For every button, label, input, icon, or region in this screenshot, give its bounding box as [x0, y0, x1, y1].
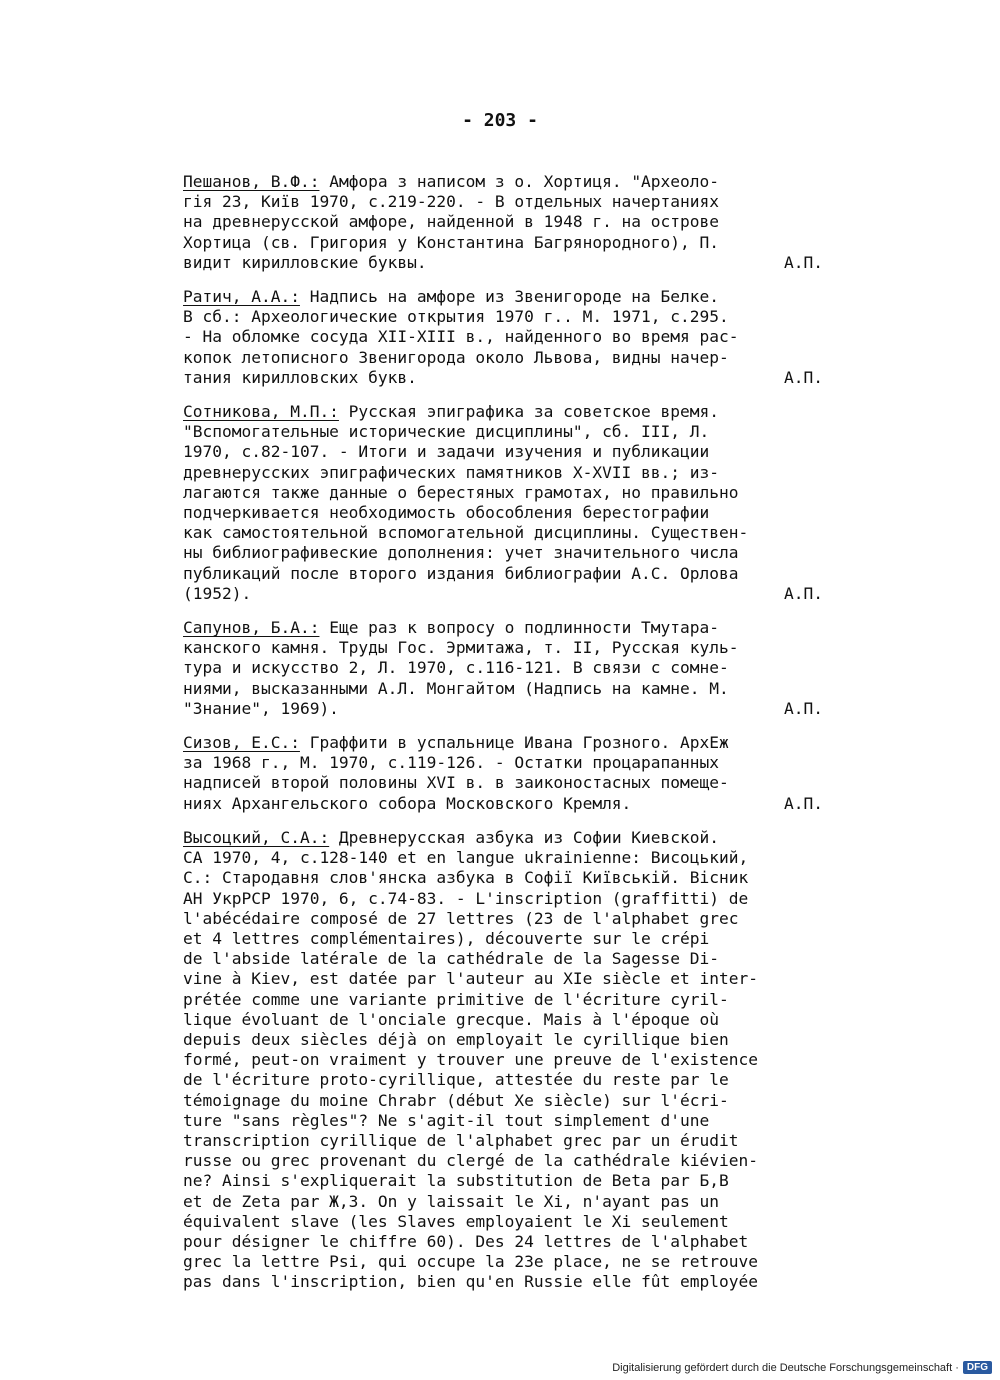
entry-initials: А.П. [784, 698, 823, 718]
bibliography-entry [183, 287, 863, 388]
bibliography-entry [183, 618, 863, 719]
entry-author: Сизов, Е.С.: [183, 733, 300, 753]
entry-initials: А.П. [784, 367, 823, 387]
page-number: - 203 - [462, 110, 538, 131]
entry-text: Амфора з написом з о. Хортиця. "Археоло- гія 23, Київ 1970, с.219-220. - В отдельных начертаниях на древнерусской амфоре, найденной в 1948 г. на острове Хортица (св. Григория у Константина Багрянородного), П. видит кирилловские буквы. [183, 172, 720, 272]
entry-author: Сотникова, М.П.: [183, 402, 339, 422]
entry-author: Ратич, А.А.: [183, 287, 300, 307]
bibliography-entry [183, 402, 863, 604]
bibliography-entry [183, 172, 863, 273]
entry-author: Высоцкий, С.А.: [183, 827, 330, 847]
entry-initials: А.П. [784, 252, 823, 272]
bibliography-entries [183, 172, 863, 1307]
entry-text: Надпись на амфоре из Звенигороде на Белке. В сб.: Археологические открытия 1970 г.. М. 1971, с.295. - На обломке сосуда XII-XIII в., найденного во время рас- копок летописного Звенигорода около Львова, видны начер- тания кирилловских букв. [183, 287, 739, 387]
entry-text: Граффити в успальнице Ивана Грозного. АрхЕж за 1968 г., М. 1970, с.119-126. - Остатки процарапанных надписей второй половины XVI в. в заиконостасных помеще- ниях Архангельского собора Московского Кремля. [183, 733, 729, 813]
entry-initials: А.П. [784, 793, 823, 813]
bibliography-entry [183, 733, 863, 814]
bibliography-entry [183, 828, 863, 1293]
dfg-logo: DFG [963, 1361, 992, 1374]
digitization-footer [612, 1361, 992, 1374]
entry-text: Еще раз к вопросу о подлинности Тмутара- канского камня. Труды Гос. Эрмитажа, т. II, Русская куль- тура и искусство 2, Л. 1970, с.116-121. В связи с сомне- ниями, высказанными А.Л. Монгайтом (Надпись на камне. М. "Знание", 1969). [183, 618, 739, 718]
footer-text: Digitalisierung gefördert durch die Deutsche Forschungsgemeinschaft · [612, 1361, 959, 1374]
entry-initials: А.П. [784, 583, 823, 603]
entry-author: Сапунов, Б.А.: [183, 618, 320, 638]
entry-text: Древнерусская азбука из Софии Киевской. СА 1970, 4, с.128-140 et en langue ukrainienne: Висоцький, С.: Стародавня слов'янска азбука в Софії Київській. Вісник АН УкрРСР 1970, 6, с.74-83. - L'inscription (graffitti) de l'abécédaire composé de 27 lettres (23 de l'alphabet grec et 4 lettres complémentaires), découverte sur le crépi de l'abside latérale de la cathédrale de la Sagesse Di- vine à Kiev, est datée par l'auteur au XIe siècle et inter- prétée comme une variante primitive de l'écriture cyril- lique évoluant de l'onciale grecque. Mais à l'époque où depuis deux siècles déjà on employait le cyrillique bien formé, peut-on vraiment y trouver une preuve de l'existence de l'écriture proto-cyrillique, attestée du reste par le témoignage du moine Chrabr (début Xe siècle) sur l'écri- ture "sans règles"? Ne s'agit-il tout simplement d'une transcription cyrillique de l'alphabet grec par un érudit russe ou grec provenant du clergé de la cathédrale kiévien- ne? Ainsi s'expliquerait la substitution de Beta par Б,В et de Zeta par Ж,З. On y laissait le Xi, n'ayant pas un équivalent slave (les Slaves employaient le Xi seulement pour désigner le chiffre 60). Des 24 lettres de l'alphabet grec la lettre Psi, qui occupe la 23e place, ne se retrouve pas dans l'inscription, bien qu'en Russie elle fût employée [183, 827, 758, 1292]
entry-author: Пешанов, В.Ф.: [183, 172, 320, 191]
entry-text: Русская эпиграфика за советское время. "Вспомогательные исторические дисциплины", сб. III, Л. 1970, с.82-107. - Итоги и задачи изучения и публикации древнерусских эпиграфических памятников X-XVII вв.; из- лагаются также данные о берестяных грамотах, но правильно подчеркивается необходимость обособления берестографии как самостоятельной вспомогательной дисциплины. Существен- ны библиографивеские дополнения: учет значительного числа публикаций после второго издания библиографии А.С. Орлова (1952). [183, 402, 749, 603]
